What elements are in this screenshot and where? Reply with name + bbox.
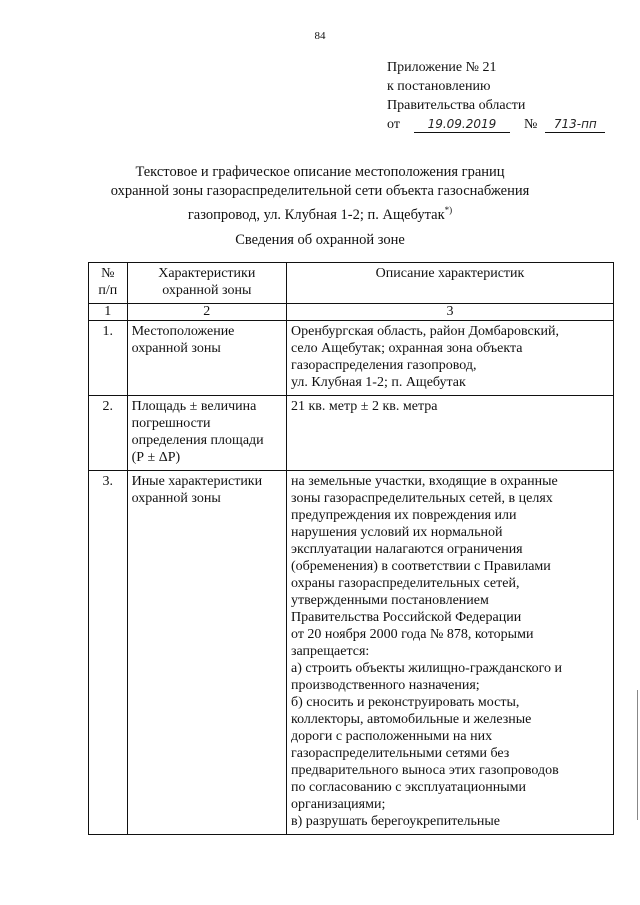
page-edge-line <box>637 690 638 820</box>
row-number: 1. <box>89 321 128 396</box>
appendix-date-line <box>387 115 605 134</box>
row-number: 2. <box>89 396 128 471</box>
title-line-2: охранной зоны газораспределительной сети объекта газоснабжения <box>110 183 530 199</box>
title-line-1: Текстовое и графическое описание местоположения границ <box>135 164 505 180</box>
column-number: 2 <box>127 304 286 321</box>
row-description: Оренбургская область, район Домбаровский, село Ащебутак; охранная зона объекта газораспределения газопровод, ул. Клубная 1-2; п. Ащебутак <box>287 321 614 396</box>
column-number-row <box>89 304 614 321</box>
section-subtitle: Сведения об охранной зоне <box>235 232 405 248</box>
appendix-line-government: Правительства области <box>387 98 526 113</box>
document-title <box>0 163 640 225</box>
row-number: 3. <box>89 471 128 835</box>
row-characteristic: Иные характеристики охранной зоны <box>127 471 286 835</box>
column-number: 1 <box>89 304 128 321</box>
table-header-row <box>89 263 614 304</box>
column-number: 3 <box>287 304 614 321</box>
title-line-3: газопровод, ул. Клубная 1-2; п. Ащебутак*) <box>187 205 453 223</box>
row-description: на земельные участки, входящие в охранные зоны газораспределительных сетей, в целях предупреждения их повреждения или нарушения условий их нормальной эксплуатации налагаются ограничения (обременения) в соответствии с Правилами охраны газораспределительных сетей, утвержденными постановлением Правительства Российской Федерации от 20 ноября 2000 года № 878, которыми запрещается: а) строить объекты жилищно-гражданского и производственного назначения; б) сносить и реконструировать мосты, коллекторы, автомобильные и железные дороги с расположенными на них газораспределительными сетями без предварительного выноса этих газопроводов по согласованию с эксплуатационными организациями; в) разрушать берегоукрепительные <box>287 471 614 835</box>
table-row <box>89 471 614 835</box>
table-row <box>89 396 614 471</box>
table-row <box>89 321 614 396</box>
appendix-block <box>387 58 605 134</box>
number-label: № <box>523 117 538 132</box>
header-characteristic: Характеристики охранной зоны <box>127 263 286 304</box>
handwritten-date: 19.09.2019 <box>414 117 510 133</box>
page-number: 84 <box>314 30 326 42</box>
row-characteristic: Площадь ± величина погрешности определения площади (Р ± ΔР) <box>127 396 286 471</box>
from-label: от <box>387 117 400 132</box>
handwritten-number: 713-пп <box>545 117 605 133</box>
appendix-line-resolution: к постановлению <box>387 79 491 94</box>
header-number: № п/п <box>89 263 128 304</box>
footnote-mark: *) <box>444 205 453 215</box>
row-characteristic: Местоположение охранной зоны <box>127 321 286 396</box>
row-description: 21 кв. метр ± 2 кв. метра <box>287 396 614 471</box>
header-description: Описание характеристик <box>287 263 614 304</box>
appendix-title: Приложение № 21 <box>387 60 497 75</box>
protected-zone-table <box>88 262 614 835</box>
